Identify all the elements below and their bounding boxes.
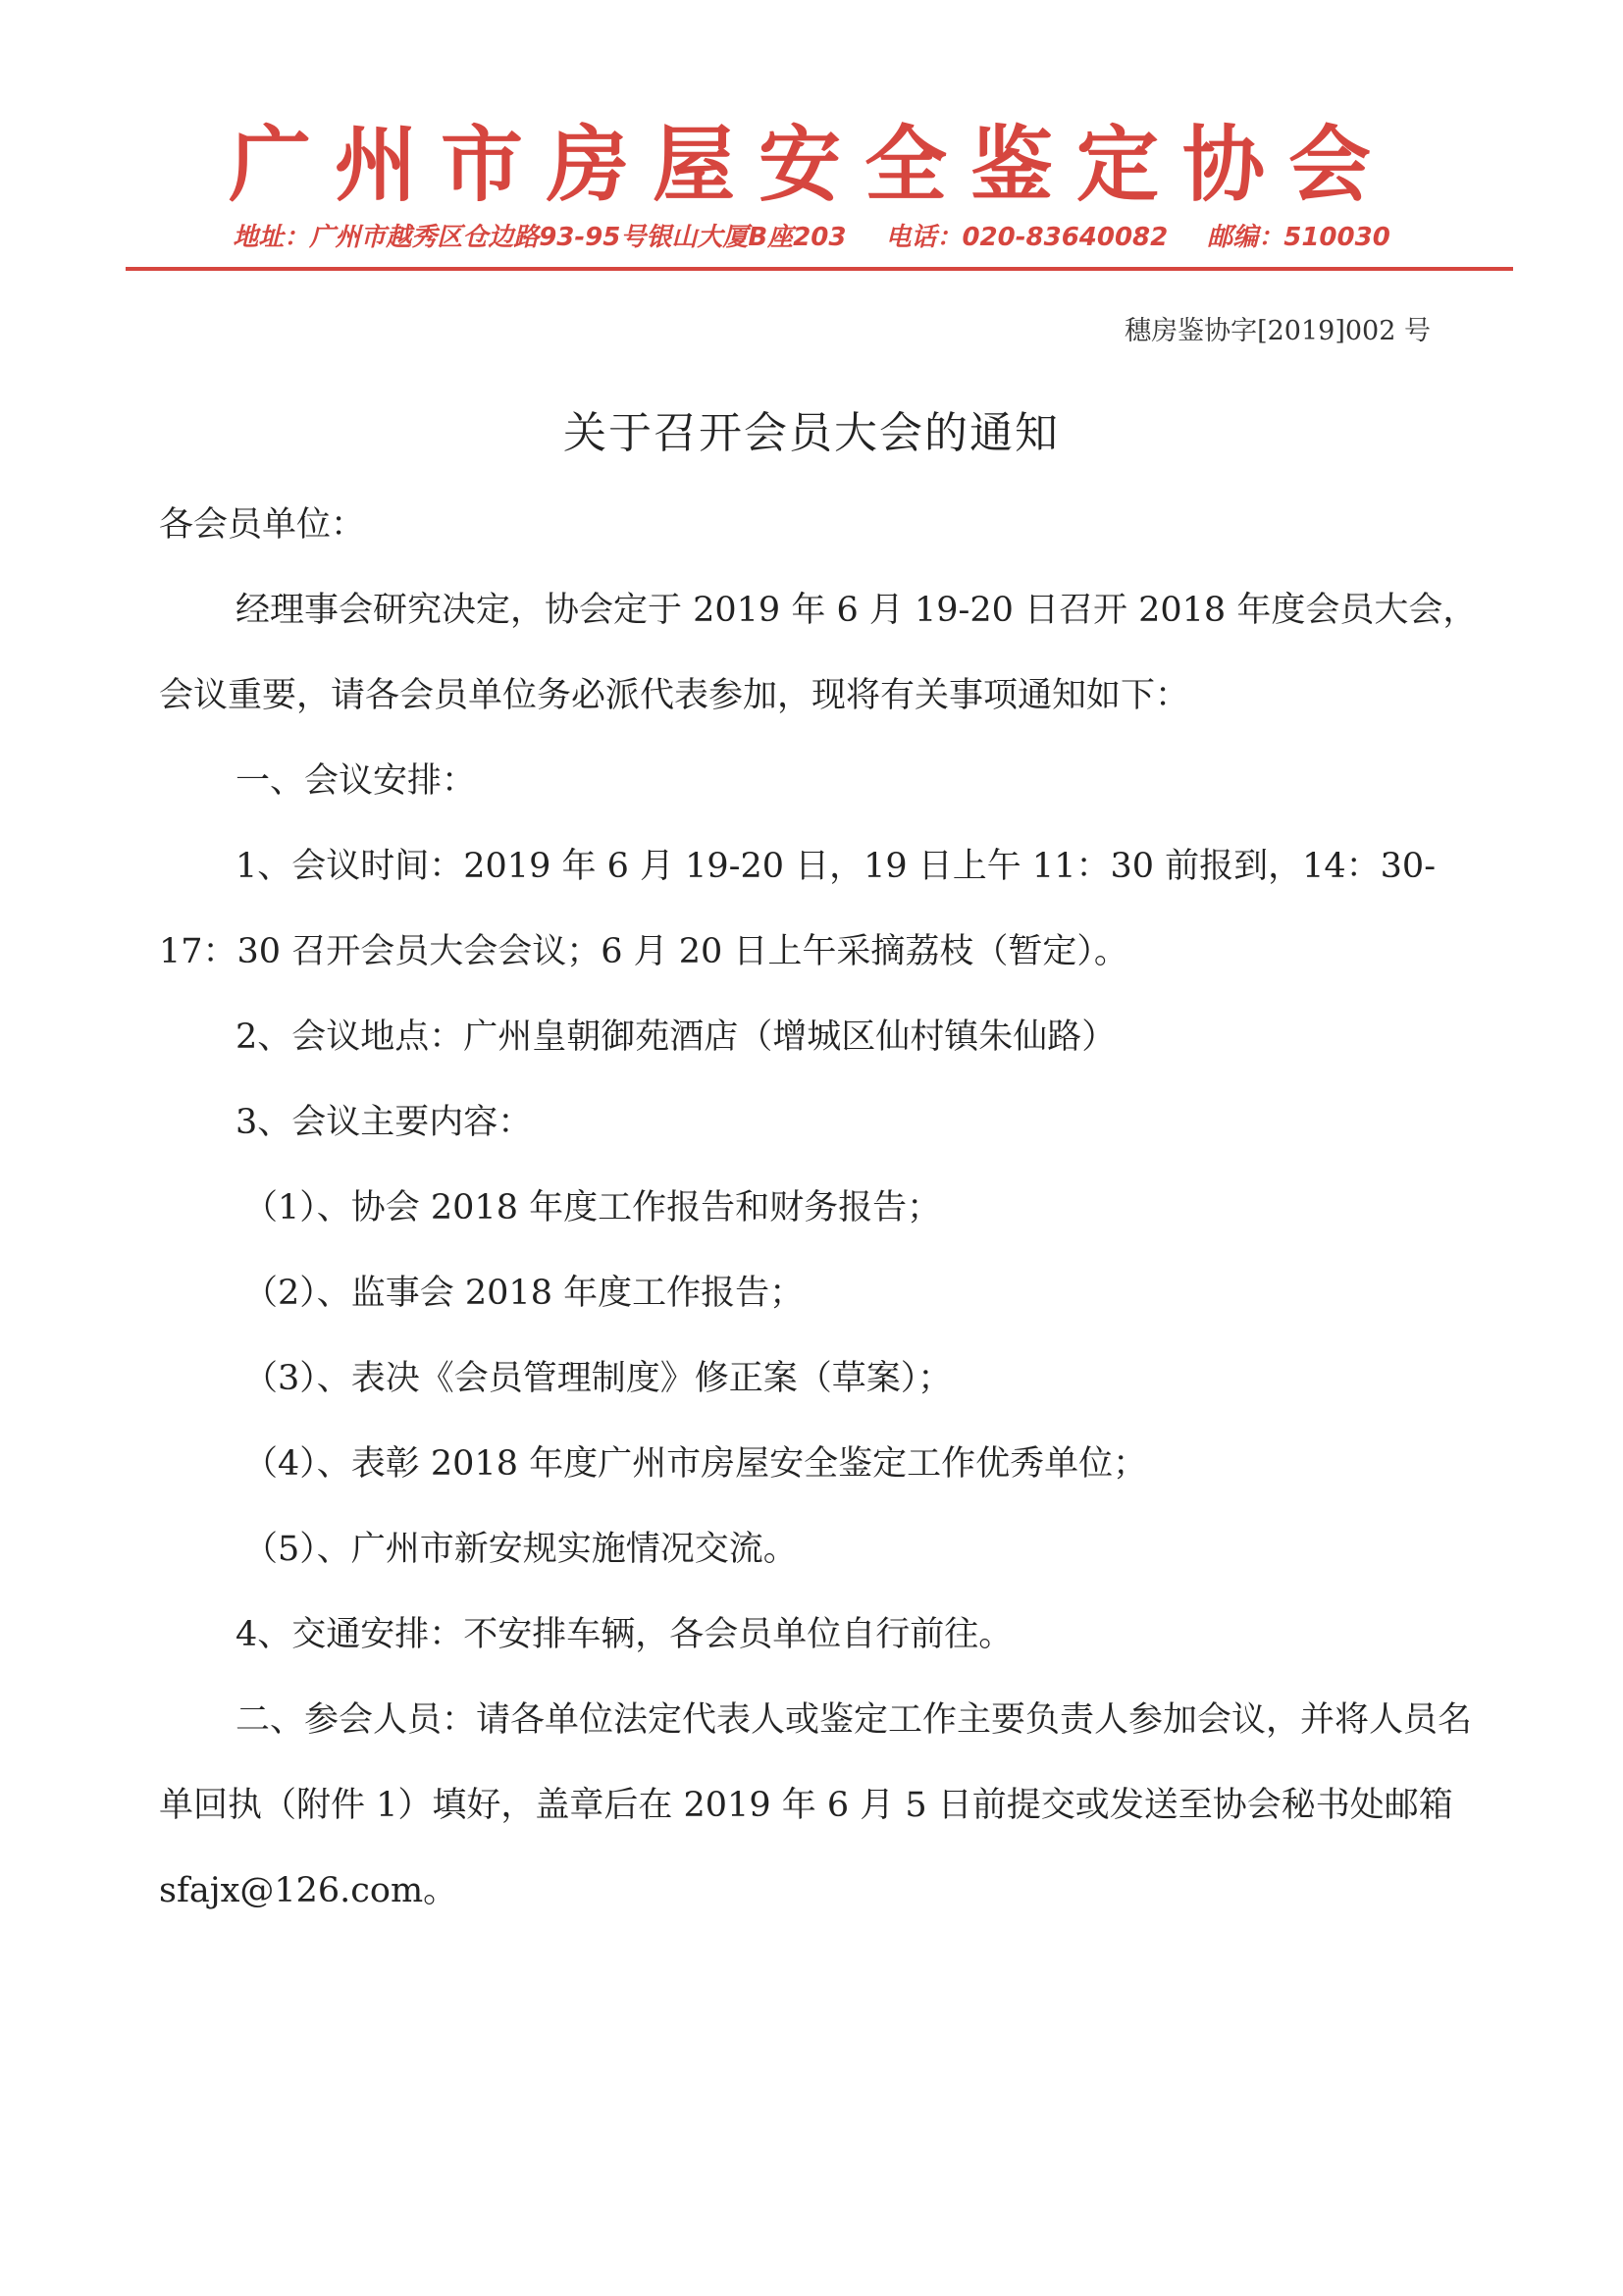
section2-attendees: 二、参会人员：请各单位法定代表人或鉴定工作主要负责人参加会议，并将人员名单回执（附件 1）填好，盖章后在 2019 年 6 月 5 日前提交或发送至协会秘书处邮箱 sfajx@126.com。 xyxy=(159,1700,1473,1910)
document-title: 关于召开会员大会的通知 xyxy=(563,408,1060,458)
letterhead-address: 地址：广州市越秀区仓边路93-95号银山大厦B座203 xyxy=(233,223,847,252)
salutation: 各会员单位： xyxy=(159,505,366,545)
item-meeting-place: 2、会议地点：广州皇朝御苑酒店（增城区仙村镇朱仙路） xyxy=(236,1018,1117,1057)
document-body xyxy=(159,483,1493,1934)
section1-heading: 一、会议安排： xyxy=(236,761,477,801)
item-meeting-content: 3、会议主要内容： xyxy=(236,1103,533,1142)
letterhead-phone: 电话：020-83640082 xyxy=(885,223,1169,252)
letterhead-org-name: 广州市房屋安全鉴定协会 xyxy=(228,117,1394,213)
content-item-3: （3）、表决《会员管理制度》修正案（草案）； xyxy=(243,1359,953,1398)
content-item-2: （2）、监事会 2018 年度工作报告； xyxy=(243,1274,805,1313)
content-item-1: （1）、协会 2018 年度工作报告和财务报告； xyxy=(243,1188,942,1227)
letterhead-divider xyxy=(126,267,1513,271)
content-item-4: （4）、表彰 2018 年度广州市房屋安全鉴定工作优秀单位； xyxy=(243,1444,1148,1484)
letterhead-contact xyxy=(0,218,1623,257)
intro-paragraph: 经理事会研究决定，协会定于 2019 年 6 月 19-20 日召开 2018 年度会员大会，会议重要，请各会员单位务必派代表参加，现将有关事项通知如下： xyxy=(159,591,1478,715)
item-transport: 4、交通安排：不安排车辆，各会员单位自行前往。 xyxy=(236,1615,1014,1654)
document-number: 穗房鉴协字[2019]002 号 xyxy=(1125,316,1431,346)
letterhead-postcode: 邮编：510030 xyxy=(1207,223,1390,252)
item-meeting-time: 1、会议时间：2019 年 6 月 19-20 日，19 日上午 11：30 前报到，14：30-17：30 召开会员大会会议；6 月 20 日上午采摘荔枝（暂定）。 xyxy=(159,847,1437,971)
content-item-5: （5）、广州市新安规实施情况交流。 xyxy=(243,1530,798,1569)
